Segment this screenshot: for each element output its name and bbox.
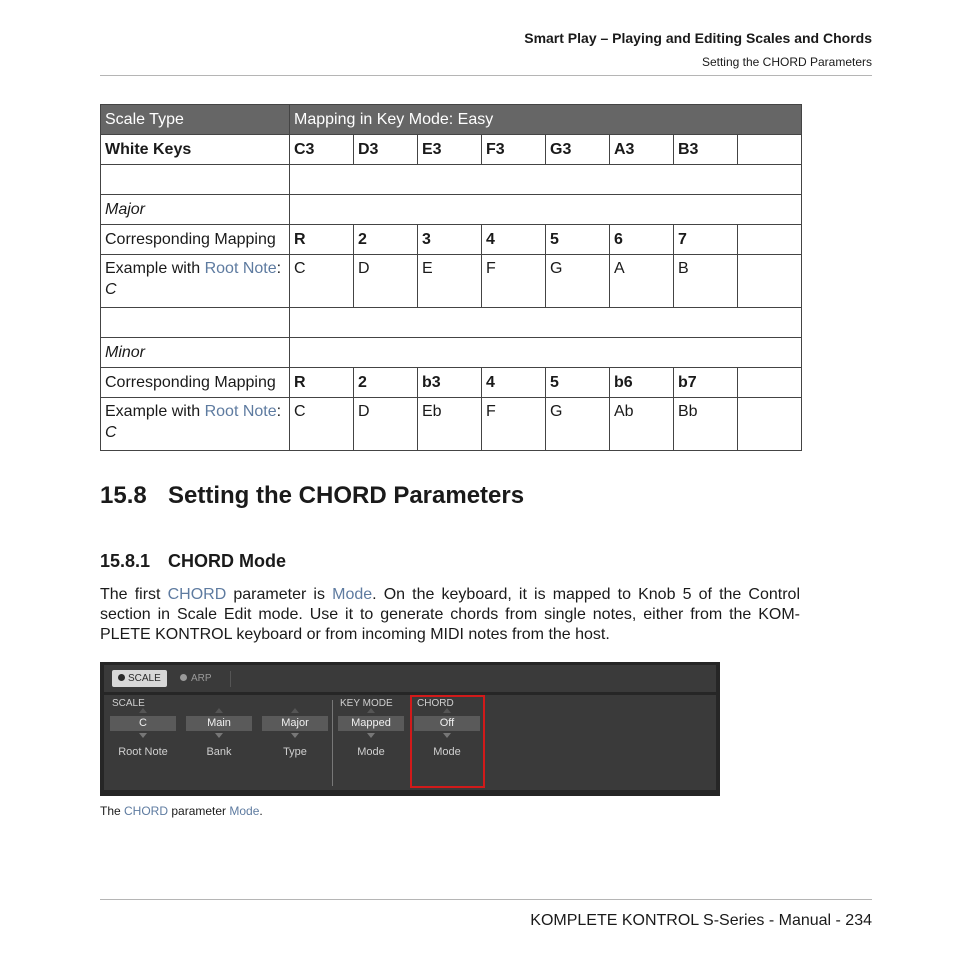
tab-arp[interactable] bbox=[180, 670, 212, 687]
table-cell: B3 bbox=[674, 135, 738, 165]
table-cell-empty bbox=[738, 225, 802, 255]
table-cell: b3 bbox=[418, 368, 482, 398]
example-colon: : bbox=[276, 403, 282, 420]
table-cell: D bbox=[354, 398, 418, 451]
table-cell: D3 bbox=[354, 135, 418, 165]
scale-led-icon bbox=[118, 674, 125, 681]
table-cell: 4 bbox=[482, 368, 546, 398]
table-cell: G bbox=[546, 398, 610, 451]
arrow-down-icon bbox=[139, 733, 147, 738]
white-keys-label: White Keys bbox=[101, 135, 290, 165]
arp-led-icon bbox=[180, 674, 187, 681]
running-header-title: Smart Play – Playing and Editing Scales and Chords bbox=[524, 30, 872, 46]
table-row bbox=[101, 255, 802, 308]
knob-value: Major bbox=[262, 716, 328, 731]
page-footer: KOMPLETE KONTROL S-Series - Manual - 234 bbox=[530, 912, 872, 929]
subsection-title: CHORD Mode bbox=[168, 551, 286, 571]
table-row bbox=[101, 398, 802, 451]
table-cell-empty bbox=[738, 398, 802, 451]
caption-text: The bbox=[100, 804, 125, 818]
tab-arp-label: ARP bbox=[191, 673, 212, 684]
body-paragraph bbox=[100, 585, 800, 645]
table-cell-empty bbox=[738, 255, 802, 308]
table-cell-empty bbox=[738, 368, 802, 398]
knob-label: Root Note bbox=[118, 746, 168, 758]
table-cell-empty bbox=[101, 165, 290, 195]
table-cell: F bbox=[482, 255, 546, 308]
table-cell: R bbox=[290, 225, 354, 255]
table-cell-empty bbox=[738, 135, 802, 165]
knob-value: C bbox=[110, 716, 176, 731]
figure-caption bbox=[100, 804, 263, 818]
tab-scale-label: SCALE bbox=[128, 673, 161, 684]
chord-link[interactable]: CHORD bbox=[167, 586, 227, 603]
group-label-scale: SCALE bbox=[112, 698, 145, 709]
example-label bbox=[101, 255, 290, 308]
table-cell-empty bbox=[290, 338, 802, 368]
knob-label: Mode bbox=[357, 746, 385, 758]
table-cell: C bbox=[290, 398, 354, 451]
table-cell: B bbox=[674, 255, 738, 308]
knob-bank[interactable] bbox=[186, 708, 252, 758]
paragraph-text: parameter is bbox=[226, 586, 333, 603]
paragraph-text: . On the keyboard, it is mapped to Knob 5 of the Control section in Scale Edit mode. Use it to generate chords from single notes, either from the KOM-PLETE KONTROL keyboard or from incoming MIDI notes from the host. bbox=[100, 586, 801, 643]
table-cell: C bbox=[290, 255, 354, 308]
table-cell: 3 bbox=[418, 225, 482, 255]
table-cell: 2 bbox=[354, 368, 418, 398]
arrow-up-icon bbox=[139, 708, 147, 713]
caption-text: parameter bbox=[168, 804, 230, 818]
mode-link[interactable]: Mode bbox=[332, 586, 373, 603]
table-cell-empty bbox=[290, 308, 802, 338]
minor-label: Minor bbox=[101, 338, 290, 368]
table-cell: b6 bbox=[610, 368, 674, 398]
table-cell: A3 bbox=[610, 135, 674, 165]
knob-label: Bank bbox=[206, 746, 232, 758]
table-cell-empty bbox=[290, 195, 802, 225]
table-cell: E3 bbox=[418, 135, 482, 165]
table-cell: b7 bbox=[674, 368, 738, 398]
table-row bbox=[101, 135, 802, 165]
caption-mode-link[interactable]: Mode bbox=[229, 804, 260, 818]
mapping-label: Corresponding Mapping bbox=[101, 225, 290, 255]
arrow-up-icon bbox=[291, 708, 299, 713]
section-heading bbox=[100, 482, 524, 510]
table-cell: Ab bbox=[610, 398, 674, 451]
knob-key-mode[interactable] bbox=[338, 708, 404, 758]
example-label bbox=[101, 398, 290, 451]
running-header-subtitle: Setting the CHORD Parameters bbox=[701, 55, 872, 69]
arrow-up-icon bbox=[367, 708, 375, 713]
example-colon: : bbox=[276, 260, 282, 277]
knob-type[interactable] bbox=[262, 708, 328, 758]
table-cell: 5 bbox=[546, 368, 610, 398]
root-note-link[interactable]: Root Note bbox=[204, 260, 277, 277]
table-cell: G3 bbox=[546, 135, 610, 165]
table-row-spacer bbox=[101, 308, 802, 338]
table-cell: G bbox=[546, 255, 610, 308]
table-cell: A bbox=[610, 255, 674, 308]
scale-mapping-table bbox=[100, 104, 802, 451]
table-cell: E bbox=[418, 255, 482, 308]
subsection-number: 15.8.1 bbox=[100, 551, 151, 571]
table-cell: D bbox=[354, 255, 418, 308]
table-cell: 4 bbox=[482, 225, 546, 255]
knob-root-note[interactable] bbox=[110, 708, 176, 758]
table-row bbox=[101, 368, 802, 398]
table-head-scale-type: Scale Type bbox=[101, 105, 290, 135]
table-cell: 7 bbox=[674, 225, 738, 255]
example-prefix: Example with bbox=[105, 260, 205, 277]
arrow-down-icon bbox=[215, 733, 223, 738]
footer-rule bbox=[100, 899, 872, 900]
table-row bbox=[101, 338, 802, 368]
caption-chord-link[interactable]: CHORD bbox=[124, 804, 169, 818]
arrow-down-icon bbox=[367, 733, 375, 738]
table-cell: C3 bbox=[290, 135, 354, 165]
knob-value: Mapped bbox=[338, 716, 404, 731]
knob-label: Mode bbox=[433, 746, 461, 758]
arrow-up-icon bbox=[215, 708, 223, 713]
knob-value: Off bbox=[414, 716, 480, 731]
section-number: 15.8 bbox=[100, 482, 147, 509]
table-cell: F3 bbox=[482, 135, 546, 165]
arrow-down-icon bbox=[291, 733, 299, 738]
mapping-label: Corresponding Mapping bbox=[101, 368, 290, 398]
group-label-key-mode: KEY MODE bbox=[340, 698, 393, 709]
table-cell: 2 bbox=[354, 225, 418, 255]
paragraph-text: The first bbox=[100, 586, 168, 603]
group-divider bbox=[332, 700, 333, 786]
chord-mode-screenshot bbox=[100, 662, 720, 796]
table-cell-empty bbox=[290, 165, 802, 195]
caption-text: . bbox=[259, 804, 263, 818]
example-prefix: Example with bbox=[105, 403, 205, 420]
ui-tab-bar bbox=[104, 665, 716, 692]
example-note: C bbox=[105, 281, 117, 298]
header-rule bbox=[100, 75, 872, 76]
table-cell: R bbox=[290, 368, 354, 398]
table-row-spacer bbox=[101, 165, 802, 195]
subsection-heading bbox=[100, 551, 286, 572]
table-cell: Bb bbox=[674, 398, 738, 451]
table-row bbox=[101, 195, 802, 225]
table-head-mapping: Mapping in Key Mode: Easy bbox=[290, 105, 802, 135]
root-note-link[interactable]: Root Note bbox=[204, 403, 277, 420]
table-row bbox=[101, 225, 802, 255]
chord-highlight-box bbox=[410, 695, 485, 788]
table-cell: 6 bbox=[610, 225, 674, 255]
knob-label: Type bbox=[283, 746, 307, 758]
example-note: C bbox=[105, 424, 117, 441]
section-title: Setting the CHORD Parameters bbox=[168, 482, 525, 509]
knob-value: Main bbox=[186, 716, 252, 731]
table-cell: 5 bbox=[546, 225, 610, 255]
major-label: Major bbox=[101, 195, 290, 225]
table-cell: Eb bbox=[418, 398, 482, 451]
group-label-chord: CHORD bbox=[417, 698, 454, 709]
tab-scale[interactable] bbox=[112, 670, 167, 687]
table-cell-empty bbox=[101, 308, 290, 338]
tab-separator bbox=[230, 671, 231, 687]
table-cell: F bbox=[482, 398, 546, 451]
